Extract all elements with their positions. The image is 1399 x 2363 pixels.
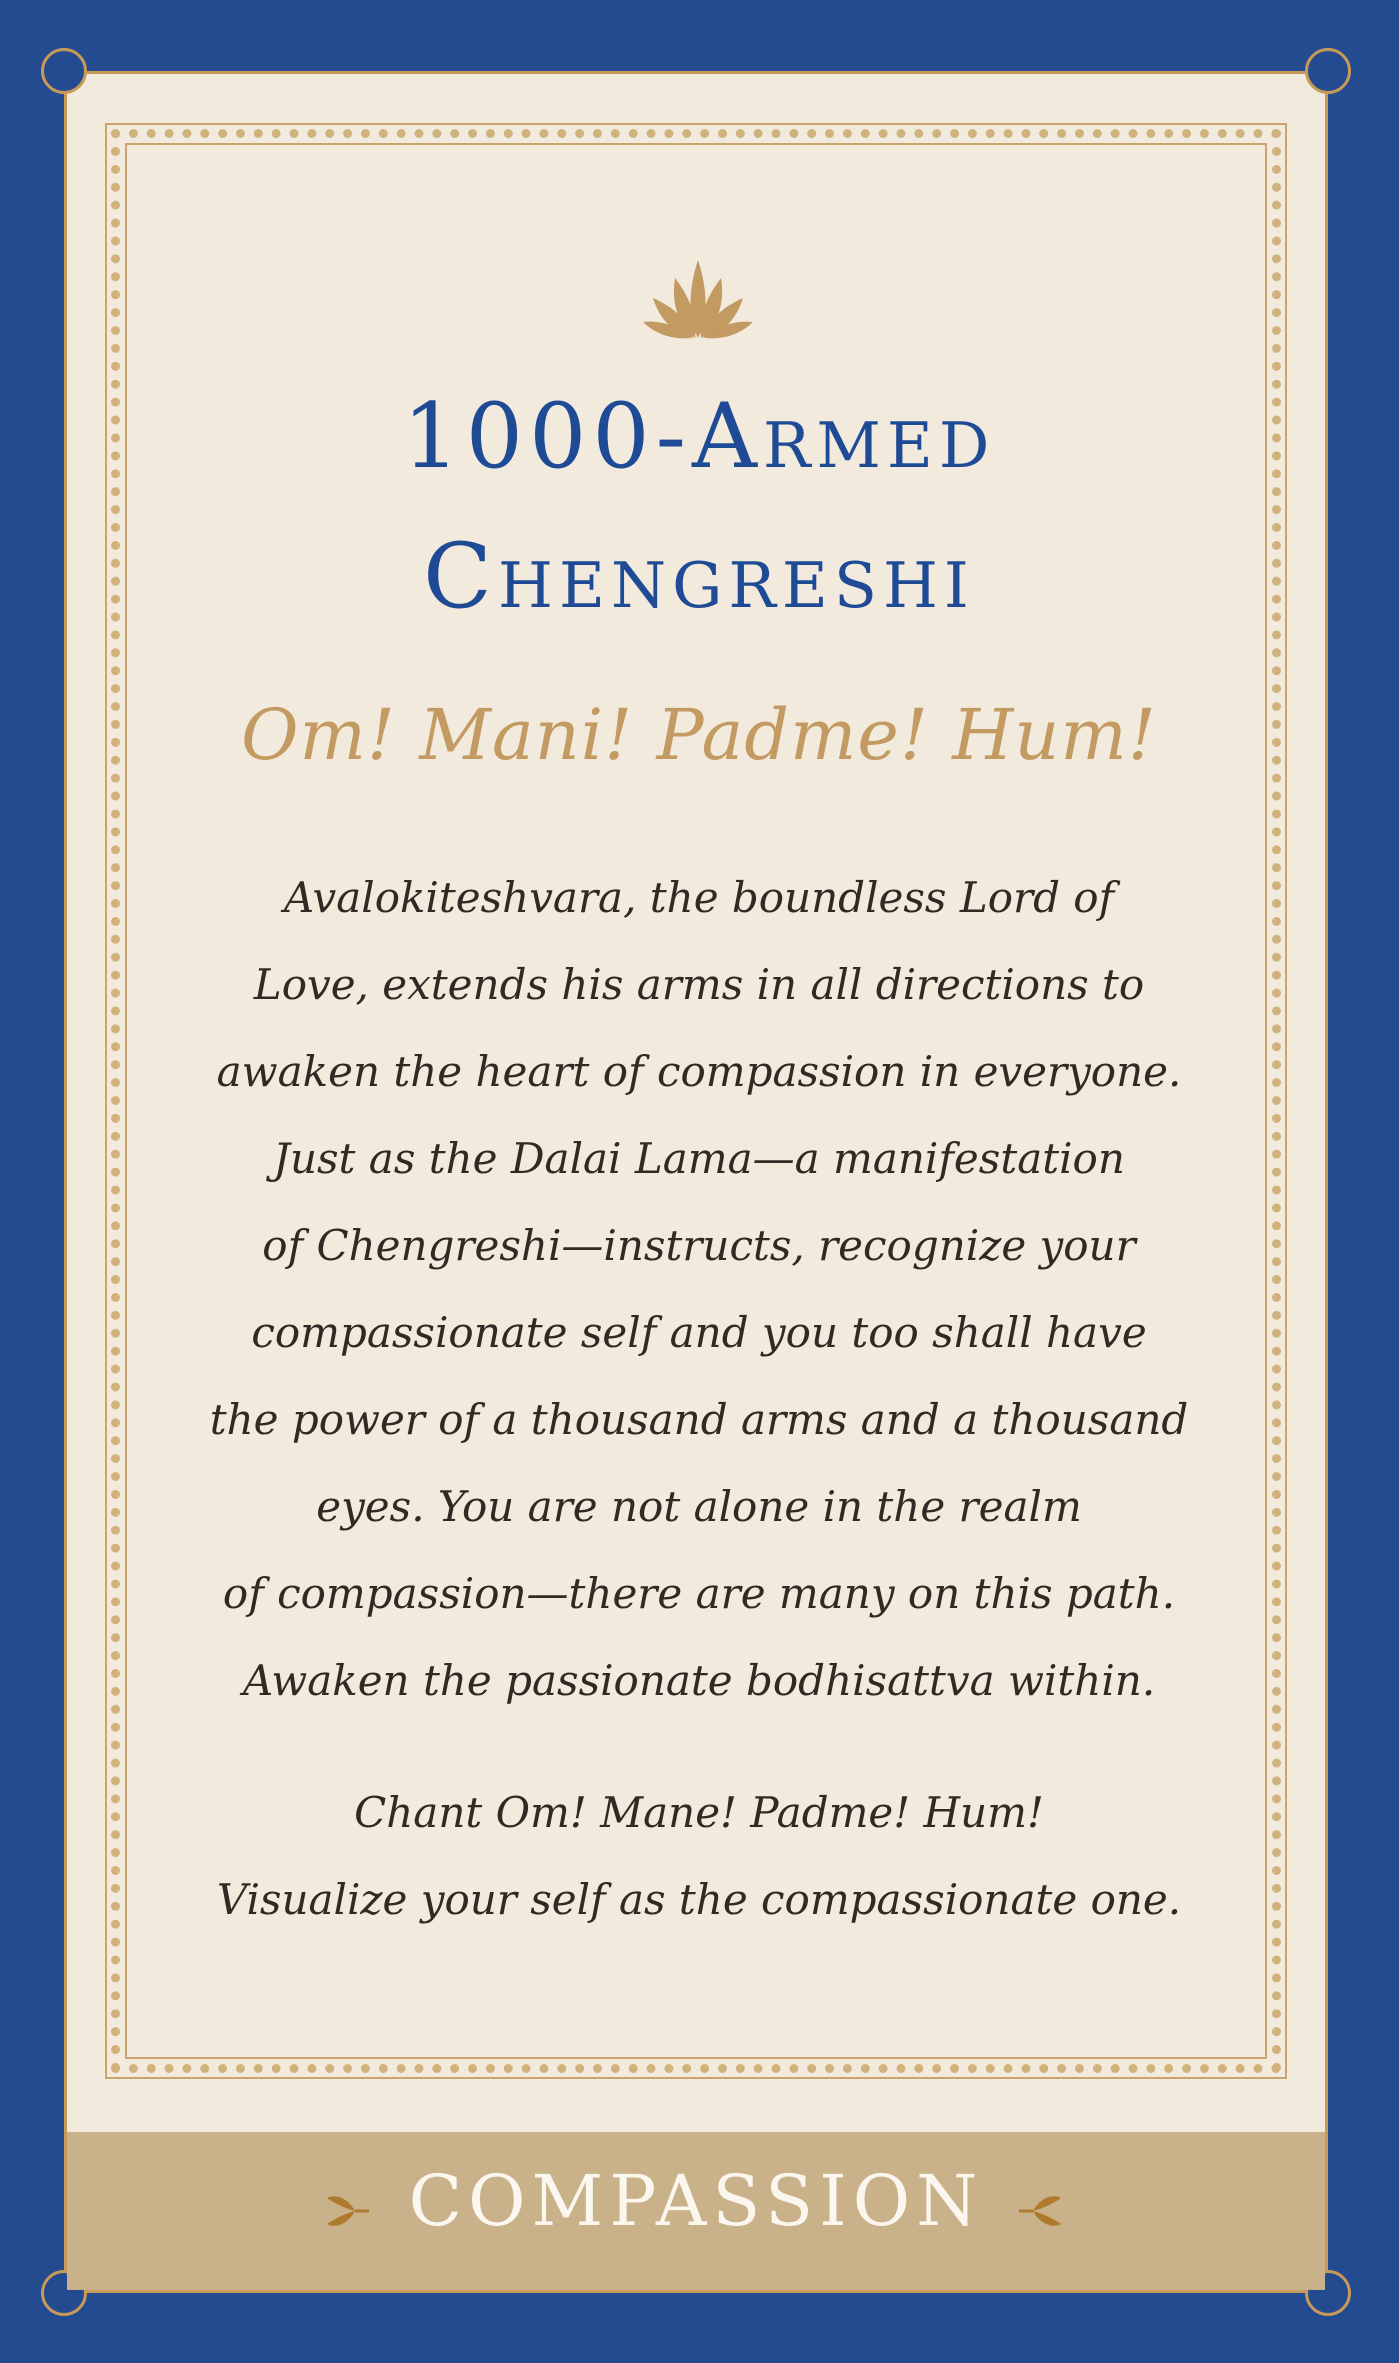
text-line: Chant Om! Mane! Padme! Hum! [354,1788,1044,1837]
text-line: awaken the heart of compassion in everyone. [216,1047,1182,1096]
text-line: Just as the Dalai Lama—a manifestation [273,1134,1125,1183]
text-line: Avalokiteshvara, the boundless Lord of [283,873,1115,922]
lotus-icon [643,250,753,342]
mantra: Om! Mani! Padme! Hum! [241,694,1157,776]
text-line: Love, extends his arms in all directions to [253,960,1145,1009]
leaf-ornament-icon [1017,2188,1063,2234]
text-line: compassionate self and you too shall have [251,1308,1147,1357]
instruction-paragraph [207,1769,1191,1943]
corner-notch [1305,48,1351,94]
text-line: the power of a thousand arms and a thousand [209,1395,1189,1444]
description-paragraph [207,854,1191,1724]
oracle-card [64,71,1328,2293]
text-line: of Chengreshi—instructs, recognize your [262,1221,1136,1270]
card-title-line1: 1000-Armed [402,384,996,489]
card-title-line2: Chengreshi [423,524,975,629]
text-line: Awaken the passionate bodhisattva within. [242,1656,1156,1705]
text-line: eyes. You are not alone in the realm [316,1482,1082,1531]
footer-banner [67,2132,1325,2290]
corner-notch [41,48,87,94]
category-label: COMPASSION [408,2160,984,2242]
text-line: of compassion—there are many on this path. [222,1569,1176,1618]
text-line: Visualize your self as the compassionate one. [216,1875,1182,1924]
